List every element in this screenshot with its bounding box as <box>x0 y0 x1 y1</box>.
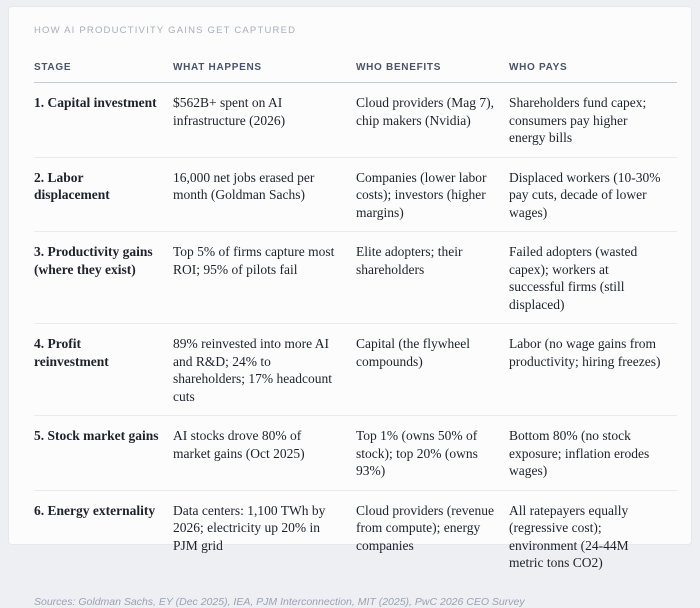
stage-cell: 1. Capital investment <box>34 95 157 110</box>
col-header-what-happens: WHAT HAPPENS <box>173 62 262 73</box>
what-happens-cell: $562B+ spent on AI infrastructure (2026) <box>173 95 286 128</box>
table-header-row <box>34 62 677 83</box>
what-happens-cell: Data centers: 1,100 TWh by 2026; electricity up 20% in PJM grid <box>173 502 326 553</box>
table-card <box>8 6 692 608</box>
table-row <box>34 158 677 233</box>
who-pays-cell: All ratepayers equally (regressive cost); environment (24-44M metric tons CO2) <box>509 502 629 570</box>
who-benefits-cell: Capital (the flywheel compounds) <box>356 336 470 369</box>
who-benefits-cell: Elite adopters; their shareholders <box>356 244 463 277</box>
what-happens-cell: 89% reinvested into more AI and R&D; 24% to shareholders; 17% headcount cuts <box>173 336 332 404</box>
who-pays-cell: Bottom 80% (no stock exposure; inflation erodes wages) <box>509 428 650 478</box>
col-header-stage: STAGE <box>34 62 72 73</box>
stage-cell: 5. Stock market gains <box>34 428 159 443</box>
capture-table <box>34 62 677 582</box>
who-pays-cell: Displaced workers (10-30% pay cuts, decade of lower wages) <box>509 169 661 220</box>
card-title: HOW AI PRODUCTIVITY GAINS GET CAPTURED <box>34 25 297 36</box>
stage-cell: 6. Energy externality <box>34 502 156 518</box>
who-pays-cell: Labor (no wage gains from productivity; hiring freezes) <box>509 336 661 369</box>
table-row <box>34 416 677 491</box>
what-happens-cell: AI stocks drove 80% of market gains (Oct 2025) <box>173 428 305 461</box>
what-happens-cell: 16,000 net jobs erased per month (Goldman Sachs) <box>173 169 315 202</box>
table-row <box>34 83 677 158</box>
table-row <box>34 232 677 324</box>
who-benefits-cell: Companies (lower labor costs); investors (higher margins) <box>356 169 487 220</box>
table-row <box>34 324 677 416</box>
who-pays-cell: Shareholders fund capex; consumers pay higher energy bills <box>509 95 647 145</box>
what-happens-cell: Top 5% of firms capture most ROI; 95% of pilots fail <box>173 244 335 277</box>
who-pays-cell: Failed adopters (wasted capex); workers at successful firms (still displaced) <box>509 244 638 312</box>
col-header-who-pays: WHO PAYS <box>509 62 568 73</box>
stage-cell: 3. Productivity gains (where they exist) <box>34 244 153 277</box>
table-row <box>34 491 677 582</box>
who-benefits-cell: Cloud providers (revenue from compute); energy companies <box>356 502 494 553</box>
who-benefits-cell: Top 1% (owns 50% of stock); top 20% (owns 93%) <box>356 428 478 478</box>
stage-cell: 4. Profit reinvestment <box>34 336 109 369</box>
sources-note: Sources: Goldman Sachs, EY (Dec 2025), IEA, PJM Interconnection, MIT (2025), PwC 2026 CEO Survey <box>34 595 525 608</box>
who-benefits-cell: Cloud providers (Mag 7), chip makers (Nvidia) <box>356 95 494 128</box>
stage-cell: 2. Labor displacement <box>34 169 110 202</box>
col-header-who-benefits: WHO BENEFITS <box>356 62 442 73</box>
